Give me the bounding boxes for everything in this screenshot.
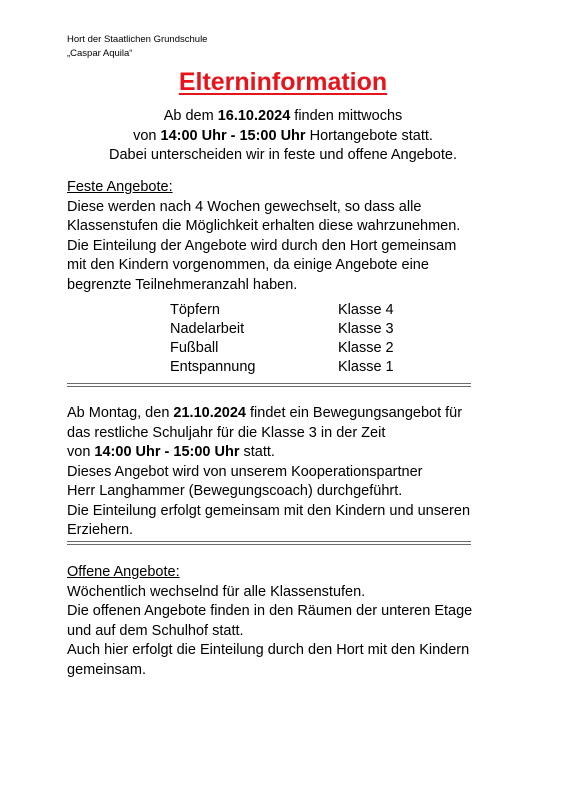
- section-divider: [67, 383, 471, 387]
- offene-line: Wöchentlich wechselnd für alle Klassenstufen.: [67, 583, 366, 600]
- schedule-klasse: Klasse 4: [338, 302, 394, 318]
- bewegung-line: Die Einteilung erfolgt gemeinsam mit den Kindern und unseren: [67, 502, 471, 519]
- school-name: Hort der Staatlichen Grundschule: [67, 34, 208, 45]
- school-subname: „Caspar Aquila“: [67, 48, 133, 59]
- intro-line-1: [0, 107, 566, 127]
- intro-text: Ab dem: [163, 108, 218, 124]
- bewegung-text: findet ein Bewegungsangebot für: [246, 405, 463, 421]
- bewegung-time: 14:00 Uhr - 15:00 Uhr: [94, 444, 240, 460]
- offene-line: Auch hier erfolgt die Einteilung durch den Hort mit den Kindern: [67, 642, 470, 658]
- schedule-activity: Entspannung: [170, 359, 256, 375]
- feste-section: [67, 178, 537, 295]
- intro-text: finden mittwochs: [290, 108, 403, 124]
- bewegung-line: das restliche Schuljahr für die Klasse 3 in der Zeit: [67, 424, 386, 441]
- schedule-activity: Nadelarbeit: [170, 321, 245, 337]
- page-title: Elterninformation: [178, 68, 388, 96]
- schedule-klasse: Klasse 1: [338, 359, 394, 375]
- feste-line: Klassenstufen die Möglichkeit erhalten diese wahrzunehmen.: [67, 218, 461, 234]
- schedule-table: [170, 301, 394, 377]
- feste-heading: Feste Angebote:: [67, 179, 173, 195]
- intro-time: 14:00 Uhr - 15:00 Uhr: [160, 127, 306, 144]
- schedule-klasse: Klasse 3: [338, 321, 394, 337]
- bewegung-line: Herr Langhammer (Bewegungscoach) durchgeführt.: [67, 483, 403, 499]
- schedule-row: [170, 301, 394, 320]
- intro-line-3: Dabei unterscheiden wir in feste und offene Angebote.: [109, 147, 457, 163]
- schedule-activity: Töpfern: [170, 302, 220, 318]
- bewegung-date: 21.10.2024: [173, 405, 246, 421]
- bewegung-line: Dieses Angebot wird von unserem Kooperationspartner: [67, 463, 423, 480]
- offene-line: Die offenen Angebote finden in den Räumen der unteren Etage: [67, 603, 473, 619]
- offene-heading: Offene Angebote:: [67, 564, 180, 580]
- bewegung-text: von: [67, 444, 95, 460]
- intro-text: von: [133, 127, 161, 144]
- offene-line: gemeinsam.: [67, 661, 146, 678]
- schedule-activity: Fußball: [170, 340, 219, 356]
- intro-paragraph: [0, 107, 566, 166]
- bewegung-text: statt.: [239, 444, 275, 460]
- feste-line: begrenzte Teilnehmeranzahl haben.: [67, 276, 298, 293]
- bewegung-line: Erziehern.: [67, 522, 134, 538]
- schedule-klasse: Klasse 2: [338, 340, 394, 356]
- bewegung-section: [67, 404, 537, 541]
- feste-line: mit den Kindern vorgenommen, da einige Angebote eine: [67, 257, 429, 273]
- schedule-row: [170, 339, 394, 358]
- schedule-row: [170, 320, 394, 339]
- school-header: [67, 33, 207, 61]
- bewegung-text: Ab Montag, den: [67, 405, 174, 421]
- intro-text: Hortangebote statt.: [305, 127, 433, 144]
- section-divider: [67, 541, 471, 545]
- offene-line: und auf dem Schulhof statt.: [67, 622, 244, 639]
- intro-start-date: 16.10.2024: [217, 108, 291, 124]
- intro-line-2: [0, 127, 566, 147]
- bewegung-line: [67, 443, 537, 463]
- feste-line: Diese werden nach 4 Wochen gewechselt, so dass alle: [67, 198, 422, 215]
- feste-line: Die Einteilung der Angebote wird durch den Hort gemeinsam: [67, 237, 457, 254]
- schedule-row: [170, 358, 394, 377]
- bewegung-line: [67, 404, 537, 424]
- offene-section: [67, 563, 537, 680]
